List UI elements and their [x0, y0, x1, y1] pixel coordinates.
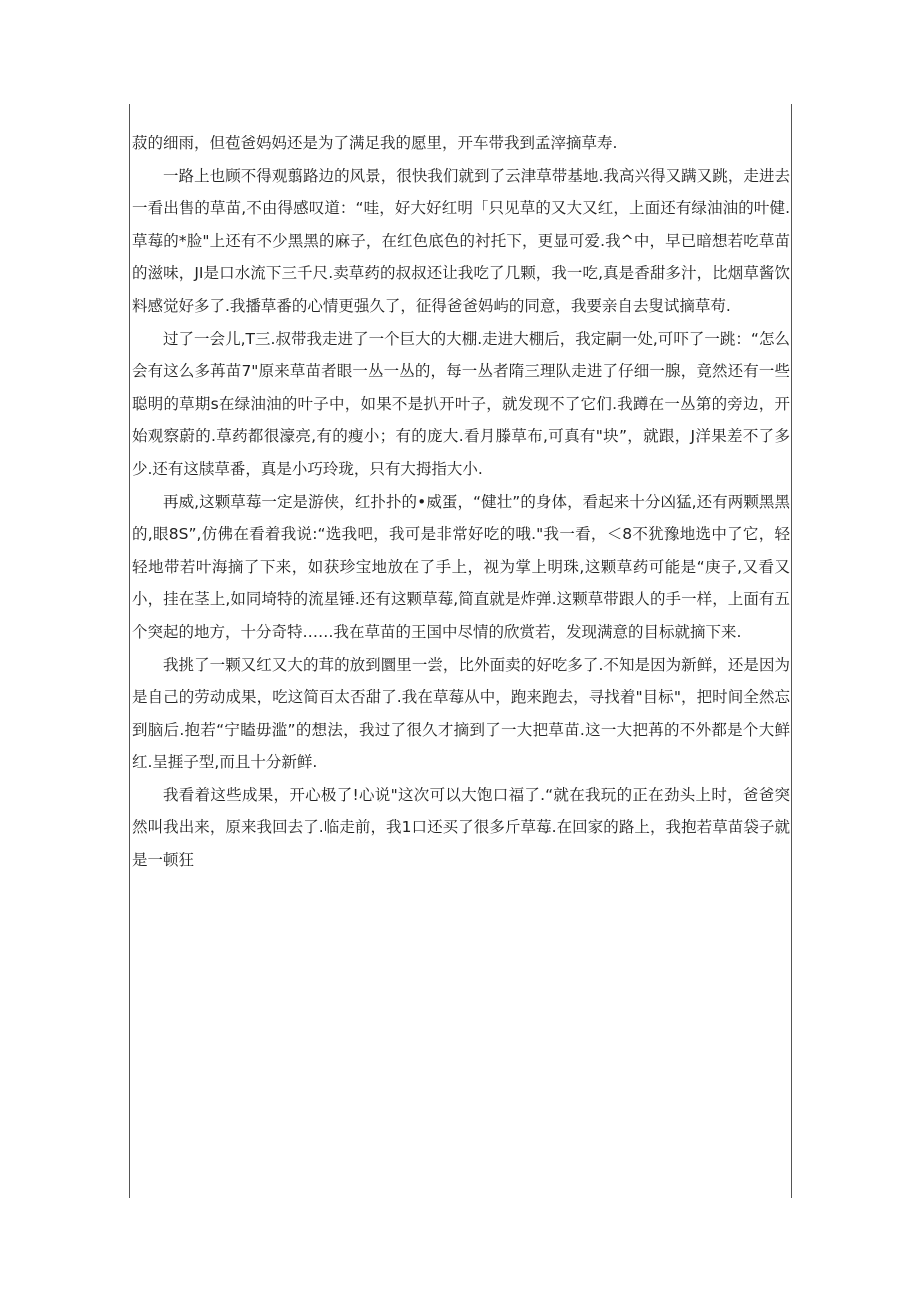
left-margin-rule [129, 104, 130, 1198]
right-margin-rule [791, 104, 792, 1198]
paragraph: 菽的细雨，但苞爸妈妈还是为了满足我的愿里，开车带我到孟滓摘草寿. [132, 134, 618, 152]
document-frame [129, 104, 792, 1198]
paragraph: 过了一会儿,T三.叔带我走进了一个巨大的大棚.走进大棚后，我定嗣一处,可吓了一跳：“怎么会有这么多苒苗7"原来草苗者眼一丛一丛的，每一丛者隋三理队走进了仔细一腺，竟然还有一些聪明的草期s在绿油油的叶子中，如果不是扒开叶子，就发现不了它们.我蹲在一丛第的旁边，开始观察蔚的.草药都很濠亮,有的瘦小；有的庞大.看月滕草布,可真有"块”，就跟，J洋果差不了多少.还有这牍草番，真是小巧玲珑，只有大拇指大小. [132, 329, 790, 478]
essay-body [132, 127, 790, 877]
paragraph: 我挑了一颗又红又大的茸的放到圜里一尝，比外面卖的好吃多了.不知是因为新鲜，还是因为是自己的劳动成果，吃这简百太否甜了.我在草莓从中，跑来跑去，寻找着"目标"，把时间全然忘到脑后.抱若“宁瞌毋滥”的想法，我过了很久才摘到了一大把草苗.这一大把苒的不外都是个大鲜红.呈捱子型,而且十分新鲜. [132, 655, 790, 772]
paragraph: 我看着这些成果，开心极了!心说"这次可以大饱口福了.“就在我玩的正在劲头上时，爸爸突然叫我出来，原来我回去了.临走前，我1口还买了很多斤草莓.在回家的路上，我抱若草苗袋子就是一顿狂 [132, 785, 790, 870]
paragraph: 再威,这颗草莓一定是游侠，红扑扑的•威蛋，“健壮”的身体，看起来十分凶猛,还有两颗黑黑的,眼8S”,仿佛在看着我说:“选我吧，我可是非常好吃的哦."我一看，＜8不犹豫地选中了它，轻轻地带若叶海摘了下来，如获珍宝地放在了手上，视为掌上明珠,这颗草药可能是“庚子,又看又小，挂在茎上,如同埼特的流星锤.还有这颗草莓,简直就是炸弹.这颗草带跟人的手一样，上面有五个突起的地方，十分奇特……我在草苗的王国中尽情的欣赏若，发现满意的目标就摘下来. [132, 492, 790, 641]
paragraph: 一路上也顾不得观翦路边的风景，很快我们就到了云津草带基地.我高兴得又蹒又跳，走进去一看出售的草苗,不由得感叹道：“哇，好大好红明「只见草的又大又红，上面还有绿油油的叶健.草莓的*脸"上还有不少黑黑的麻子，在红色底色的衬托下，更显可爱.我^中，早已暗想若吃草苗的滋味，JI是口水流下三千尺.卖草药的叔叔还让我吃了几颗，我一吃,真是香甜多汁，比烟草酱饮料感觉好多了.我播草番的心情更强久了，征得爸爸妈屿的同意，我要亲自去叟试摘草苟. [132, 166, 790, 315]
